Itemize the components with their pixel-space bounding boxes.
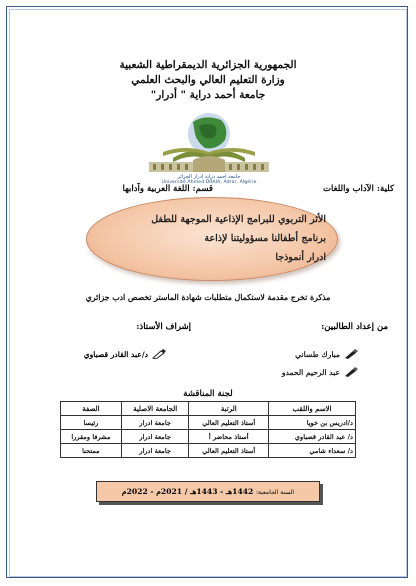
member-name: د/ادريس بن خويا xyxy=(269,416,356,430)
table-row xyxy=(61,416,356,430)
pen-icon xyxy=(344,349,358,359)
title-line-1: الأثر التربوي للبرامج الإذاعية الموجهة للطفل xyxy=(151,214,326,225)
title-line-2: برنامج أطفالنا مسؤوليتنا لإذاعة xyxy=(204,233,326,244)
member-role: مشرفا ومقررا xyxy=(61,430,122,444)
department-line xyxy=(123,184,213,194)
title-line-3: ادرار أنموذجا xyxy=(275,252,326,263)
member-role: رئيسا xyxy=(61,416,122,430)
member-university: جامعة ادرار xyxy=(121,430,189,444)
committee-header-row xyxy=(61,402,356,416)
supervisor-label: إشراف الأستاذ: xyxy=(136,322,191,332)
pen-icon xyxy=(152,349,166,359)
prepared-by-label: من إعداد الطالبين: xyxy=(321,322,388,332)
thesis-title xyxy=(96,210,326,267)
student-2 xyxy=(282,367,358,377)
academic-year-label: السنة الجامعية: xyxy=(255,489,295,496)
table-row xyxy=(61,444,356,458)
student-1 xyxy=(295,349,358,359)
logo-caption-arabic: جامعة احمد دراية ادرار الجزائر xyxy=(177,174,241,180)
col-rank-header: الرتبة xyxy=(189,402,269,416)
thesis-note: مذكرة تخرج مقدمة لاستكمال متطلبات شهادة الماستر تخصص ادب جزائري xyxy=(85,293,331,302)
faculty-label: كلية: xyxy=(376,184,394,194)
col-name-header: الاسم واللقب xyxy=(269,402,356,416)
col-role-header: الصفة xyxy=(61,402,122,416)
member-name: د/ سعداء شامي xyxy=(269,444,356,458)
member-role: ممتحنا xyxy=(61,444,122,458)
supervisor-name: د/عبد القادر قصباوي xyxy=(83,349,148,359)
supervisor xyxy=(84,349,166,359)
col-university-header: الجامعة الاصلية xyxy=(121,402,189,416)
department-value: اللغة العربية وآدابها xyxy=(122,184,190,194)
member-university: جامعة ادرار xyxy=(121,444,189,458)
academic-year-box xyxy=(96,481,320,502)
republic-line: الجمهورية الجزائرية الديمقراطية الشعبية xyxy=(119,59,297,71)
ministry-line: وزارة التعليم العالي والبحث العلمي xyxy=(131,74,285,86)
logo-caption-latin: Université Ahmed DRAIA, Adrar, Algérie xyxy=(161,180,257,185)
department-label: قسم: xyxy=(192,184,213,194)
institution-header xyxy=(0,58,416,103)
committee-table xyxy=(60,401,356,458)
committee-title: لجنة المناقشة xyxy=(183,389,233,399)
member-university: جامعة ادرار xyxy=(121,416,189,430)
member-rank: أستاذ محاضر أ xyxy=(189,430,269,444)
student-name: مبارك طساني xyxy=(295,349,340,359)
member-rank: أستاذ التعليم العالي xyxy=(189,416,269,430)
faculty-value: الآداب واللغات xyxy=(323,184,374,194)
university-logo xyxy=(143,108,275,184)
member-name: د/ عبد القادر قصباوي xyxy=(269,430,356,444)
pen-icon xyxy=(344,367,358,377)
university-line: جامعة أحمد دراية " أدرار" xyxy=(150,89,266,101)
table-row xyxy=(61,430,356,444)
member-rank: أستاذ التعليم العالي xyxy=(189,444,269,458)
academic-year-value: 1442هـ - 1443هـ / 2021م - 2022م xyxy=(121,487,254,496)
student-name: عبد الرحيم الحمدو xyxy=(281,367,340,377)
faculty-line xyxy=(323,184,394,194)
